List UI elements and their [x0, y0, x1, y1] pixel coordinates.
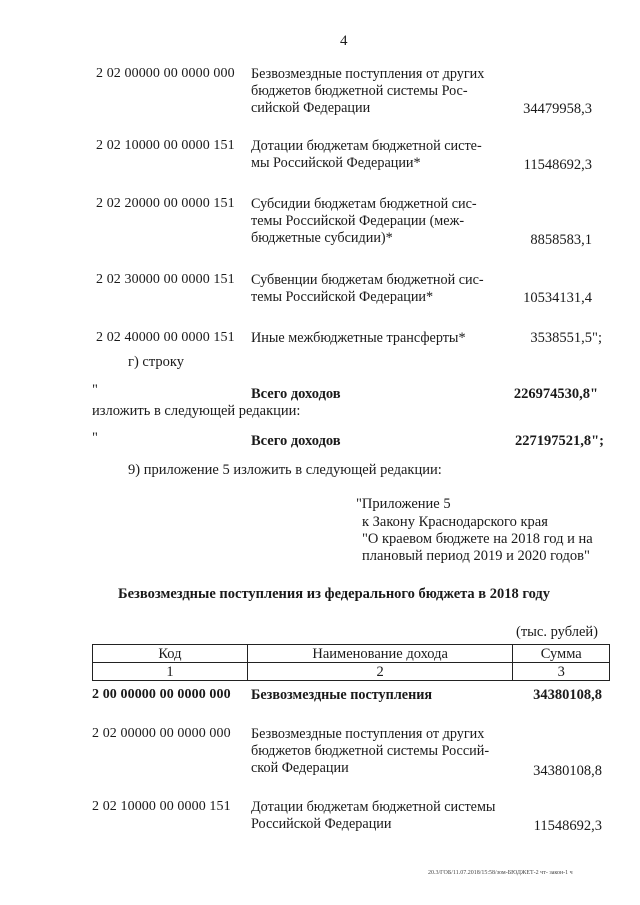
item-9: 9) приложение 5 изложить в следующей редакции: [128, 462, 442, 478]
row-name: Безвозмездные поступления от других бюджетов бюджетной системы Рос- сийской Федерации [251, 66, 485, 116]
total-label: Всего доходов [251, 386, 341, 402]
row-name: Субвенции бюджетам бюджетной сис- темы Российской Федерации* [251, 272, 484, 305]
row-amount: 11548692,3 [533, 818, 602, 834]
header-num: 3 [513, 663, 610, 681]
row-amount: 11548692,3 [523, 157, 592, 173]
table-header [92, 644, 610, 681]
row-code: 2 02 10000 00 0000 151 [96, 138, 235, 153]
row-name: Иные межбюджетные трансферты* [251, 330, 466, 346]
row-amount: 34380108,8 [533, 763, 602, 779]
row-code: 2 00 00000 00 0000 000 [92, 687, 231, 702]
footer-stamp: 20.3/ГОБ/11.07.2018/15:58/зом-БЮДЖЕТ-2 чт- закон-1 ч [428, 870, 573, 876]
row-code: 2 02 00000 00 0000 000 [96, 66, 235, 81]
g-line: г) строку [128, 354, 184, 370]
row-name: Дотации бюджетам бюджетной системы Российской Федерации [251, 799, 496, 832]
header-code: Код [93, 645, 248, 663]
row-name: Безвозмездные поступления [251, 687, 433, 703]
replace-line: изложить в следующей редакции: [92, 403, 301, 419]
row-amount: 34380108,8 [533, 687, 602, 703]
appendix-line: к Закону Краснодарского края [362, 514, 548, 530]
row-name: Безвозмездные поступления от других бюджетов бюджетной системы Россий- ской Федерации [251, 726, 490, 776]
row-code: 2 02 10000 00 0000 151 [92, 799, 231, 814]
header-num: 2 [247, 663, 513, 681]
page-number: 4 [340, 33, 348, 49]
row-name: Субсидии бюджетам бюджетной сис- темы Российской Федерации (меж- бюджетные субсидии)* [251, 196, 477, 246]
row-amount: 10534131,4 [523, 290, 592, 306]
appendix-line: плановый период 2019 и 2020 годов" [362, 548, 590, 564]
row-name: Дотации бюджетам бюджетной систе- мы Российской Федерации* [251, 138, 482, 171]
header-sum: Сумма [513, 645, 610, 663]
row-amount: 34479958,3 [523, 101, 592, 117]
row-code: 2 02 20000 00 0000 151 [96, 196, 235, 211]
header-num: 1 [93, 663, 248, 681]
appendix-line: "О краевом бюджете на 2018 год и на [362, 531, 593, 547]
header-name: Наименование дохода [247, 645, 513, 663]
appendix-line: "Приложение 5 [356, 496, 451, 512]
quote-mark: " [92, 430, 98, 446]
total-amount: 227197521,8"; [514, 433, 604, 449]
row-code: 2 02 40000 00 0000 151 [96, 330, 235, 345]
units-label: (тыс. рублей) [516, 624, 598, 640]
section-title: Безвозмездные поступления из федерального бюджета в 2018 году [118, 586, 551, 602]
total-amount: 226974530,8" [513, 386, 598, 402]
quote-mark: " [92, 382, 98, 398]
row-amount: 8858583,1 [530, 232, 592, 248]
row-code: 2 02 30000 00 0000 151 [96, 272, 235, 287]
row-amount: 3538551,5"; [530, 330, 602, 346]
total-label: Всего доходов [251, 433, 341, 449]
row-code: 2 02 00000 00 0000 000 [92, 726, 231, 741]
